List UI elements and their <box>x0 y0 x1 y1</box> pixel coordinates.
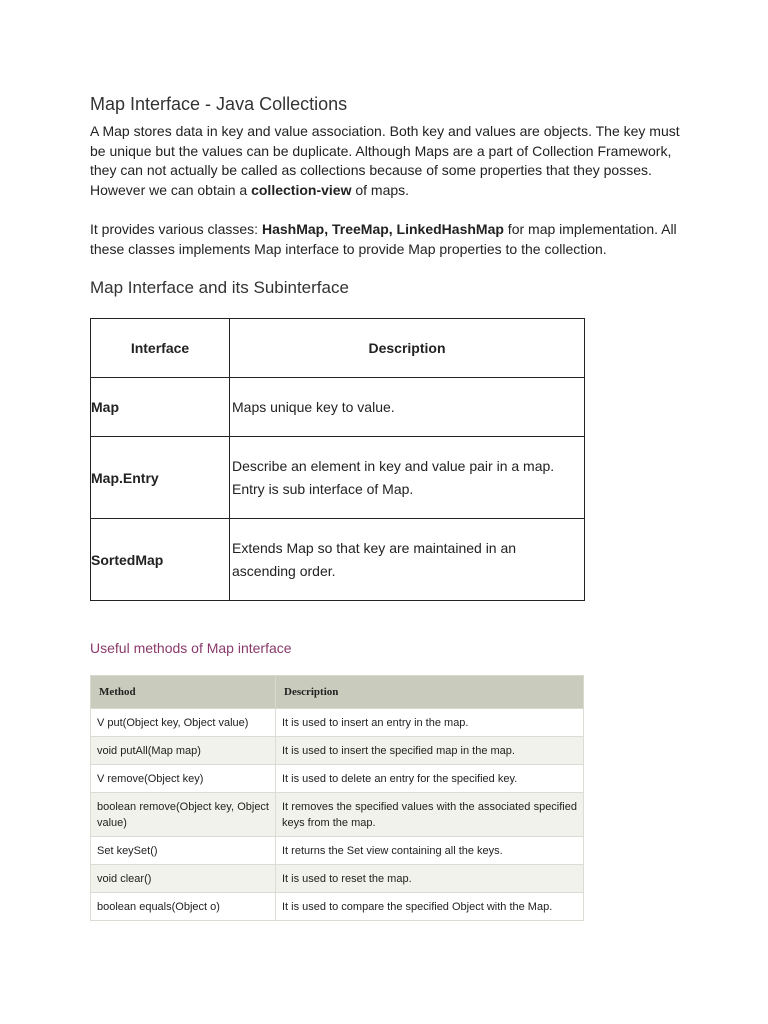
interface-name: Map <box>91 378 230 437</box>
method-description: It is used to reset the map. <box>276 865 584 893</box>
interface-name: Map.Entry <box>91 437 230 519</box>
table-row <box>91 793 584 837</box>
table-row <box>91 519 585 601</box>
method-description: It is used to insert the specified map in the map. <box>276 737 584 765</box>
table-row <box>91 709 584 737</box>
header-method: Method <box>91 676 276 709</box>
intro-bold-term: collection-view <box>251 181 352 198</box>
intro-paragraph <box>90 122 690 200</box>
method-description: It is used to compare the specified Object with the Map. <box>276 893 584 921</box>
method-signature: boolean remove(Object key, Object value) <box>91 793 276 837</box>
method-signature: V put(Object key, Object value) <box>91 709 276 737</box>
method-signature: void clear() <box>91 865 276 893</box>
table-row <box>91 737 584 765</box>
header-description: Description <box>230 319 585 378</box>
table-row <box>91 437 585 519</box>
classes-bold-list: HashMap, TreeMap, LinkedHashMap <box>261 221 504 237</box>
method-description: It is used to insert an entry in the map. <box>276 709 584 737</box>
method-signature: boolean equals(Object o) <box>91 893 276 921</box>
intro-text-end: of maps. <box>351 181 410 198</box>
interface-name: SortedMap <box>91 519 230 601</box>
method-description: It removes the specified values with the associated specified keys from the map. <box>276 793 584 837</box>
table-row <box>91 837 584 865</box>
method-description: It returns the Set view containing all the keys. <box>276 837 584 865</box>
table-row <box>91 865 584 893</box>
methods-table <box>90 675 584 921</box>
methods-heading: Useful methods of Map interface <box>90 640 292 656</box>
methods-table-header <box>91 676 584 709</box>
interface-description: Extends Map so that key are maintained in an ascending order. <box>230 519 585 601</box>
header-interface: Interface <box>91 319 230 378</box>
classes-paragraph <box>90 220 690 259</box>
method-signature: void putAll(Map map) <box>91 737 276 765</box>
table-row <box>91 893 584 921</box>
method-signature: V remove(Object key) <box>91 765 276 793</box>
table-row <box>91 765 584 793</box>
classes-text: It provides various classes: <box>90 221 262 237</box>
table-row <box>91 378 585 437</box>
header-method-description: Description <box>276 676 584 709</box>
page-title: Map Interface - Java Collections <box>90 94 348 114</box>
interface-table-header <box>91 319 585 378</box>
intro-text: A Map stores data in key and value association. Both key and values are objects. The key must be unique but the values can be duplicate. Although Maps are a part of Collection Framework, they can not actually be called as collections because of some properties that they posses. However we can obtain a <box>90 123 680 198</box>
subinterface-heading: Map Interface and its Subinterface <box>90 278 349 297</box>
interface-description: Describe an element in key and value pair in a map. Entry is sub interface of Map. <box>230 437 585 519</box>
interface-table <box>90 318 585 601</box>
classes-text-end: for map implementation. All these classes implements Map interface to provide Map properties to the collection. <box>90 221 677 257</box>
method-signature: Set keySet() <box>91 837 276 865</box>
method-description: It is used to delete an entry for the specified key. <box>276 765 584 793</box>
interface-description: Maps unique key to value. <box>230 378 585 437</box>
